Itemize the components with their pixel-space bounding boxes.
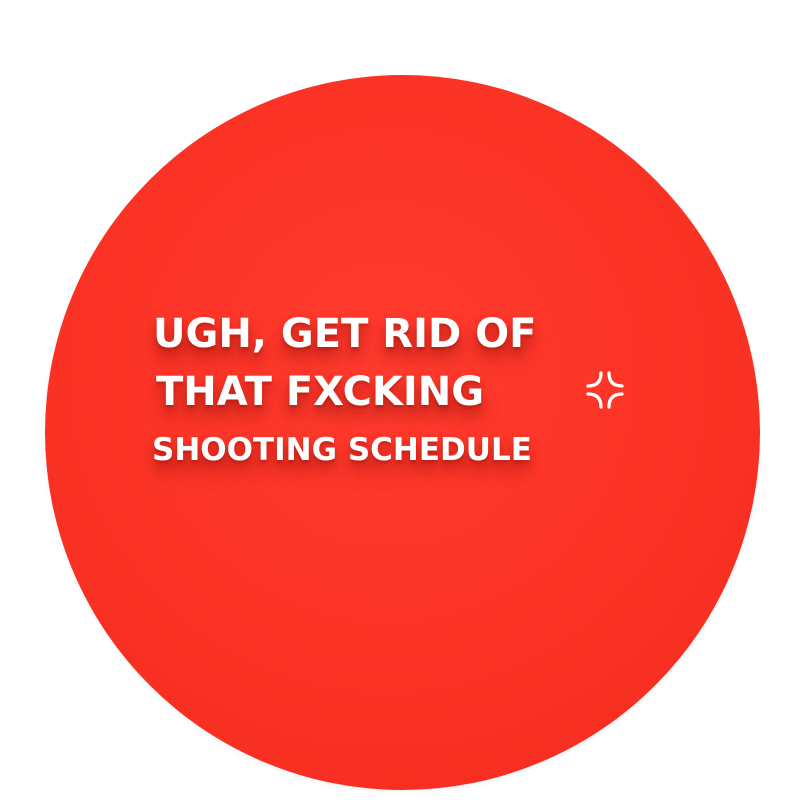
message-text [150, 305, 650, 479]
message-line-1: UGH, GET RID OF [153, 311, 537, 357]
message-line-3: SHOOTING SCHEDULE [152, 432, 532, 468]
message-line-2 [150, 363, 650, 421]
message-line-2-text: THAT FXCKING [156, 369, 485, 415]
anger-symbol-icon [584, 369, 626, 411]
